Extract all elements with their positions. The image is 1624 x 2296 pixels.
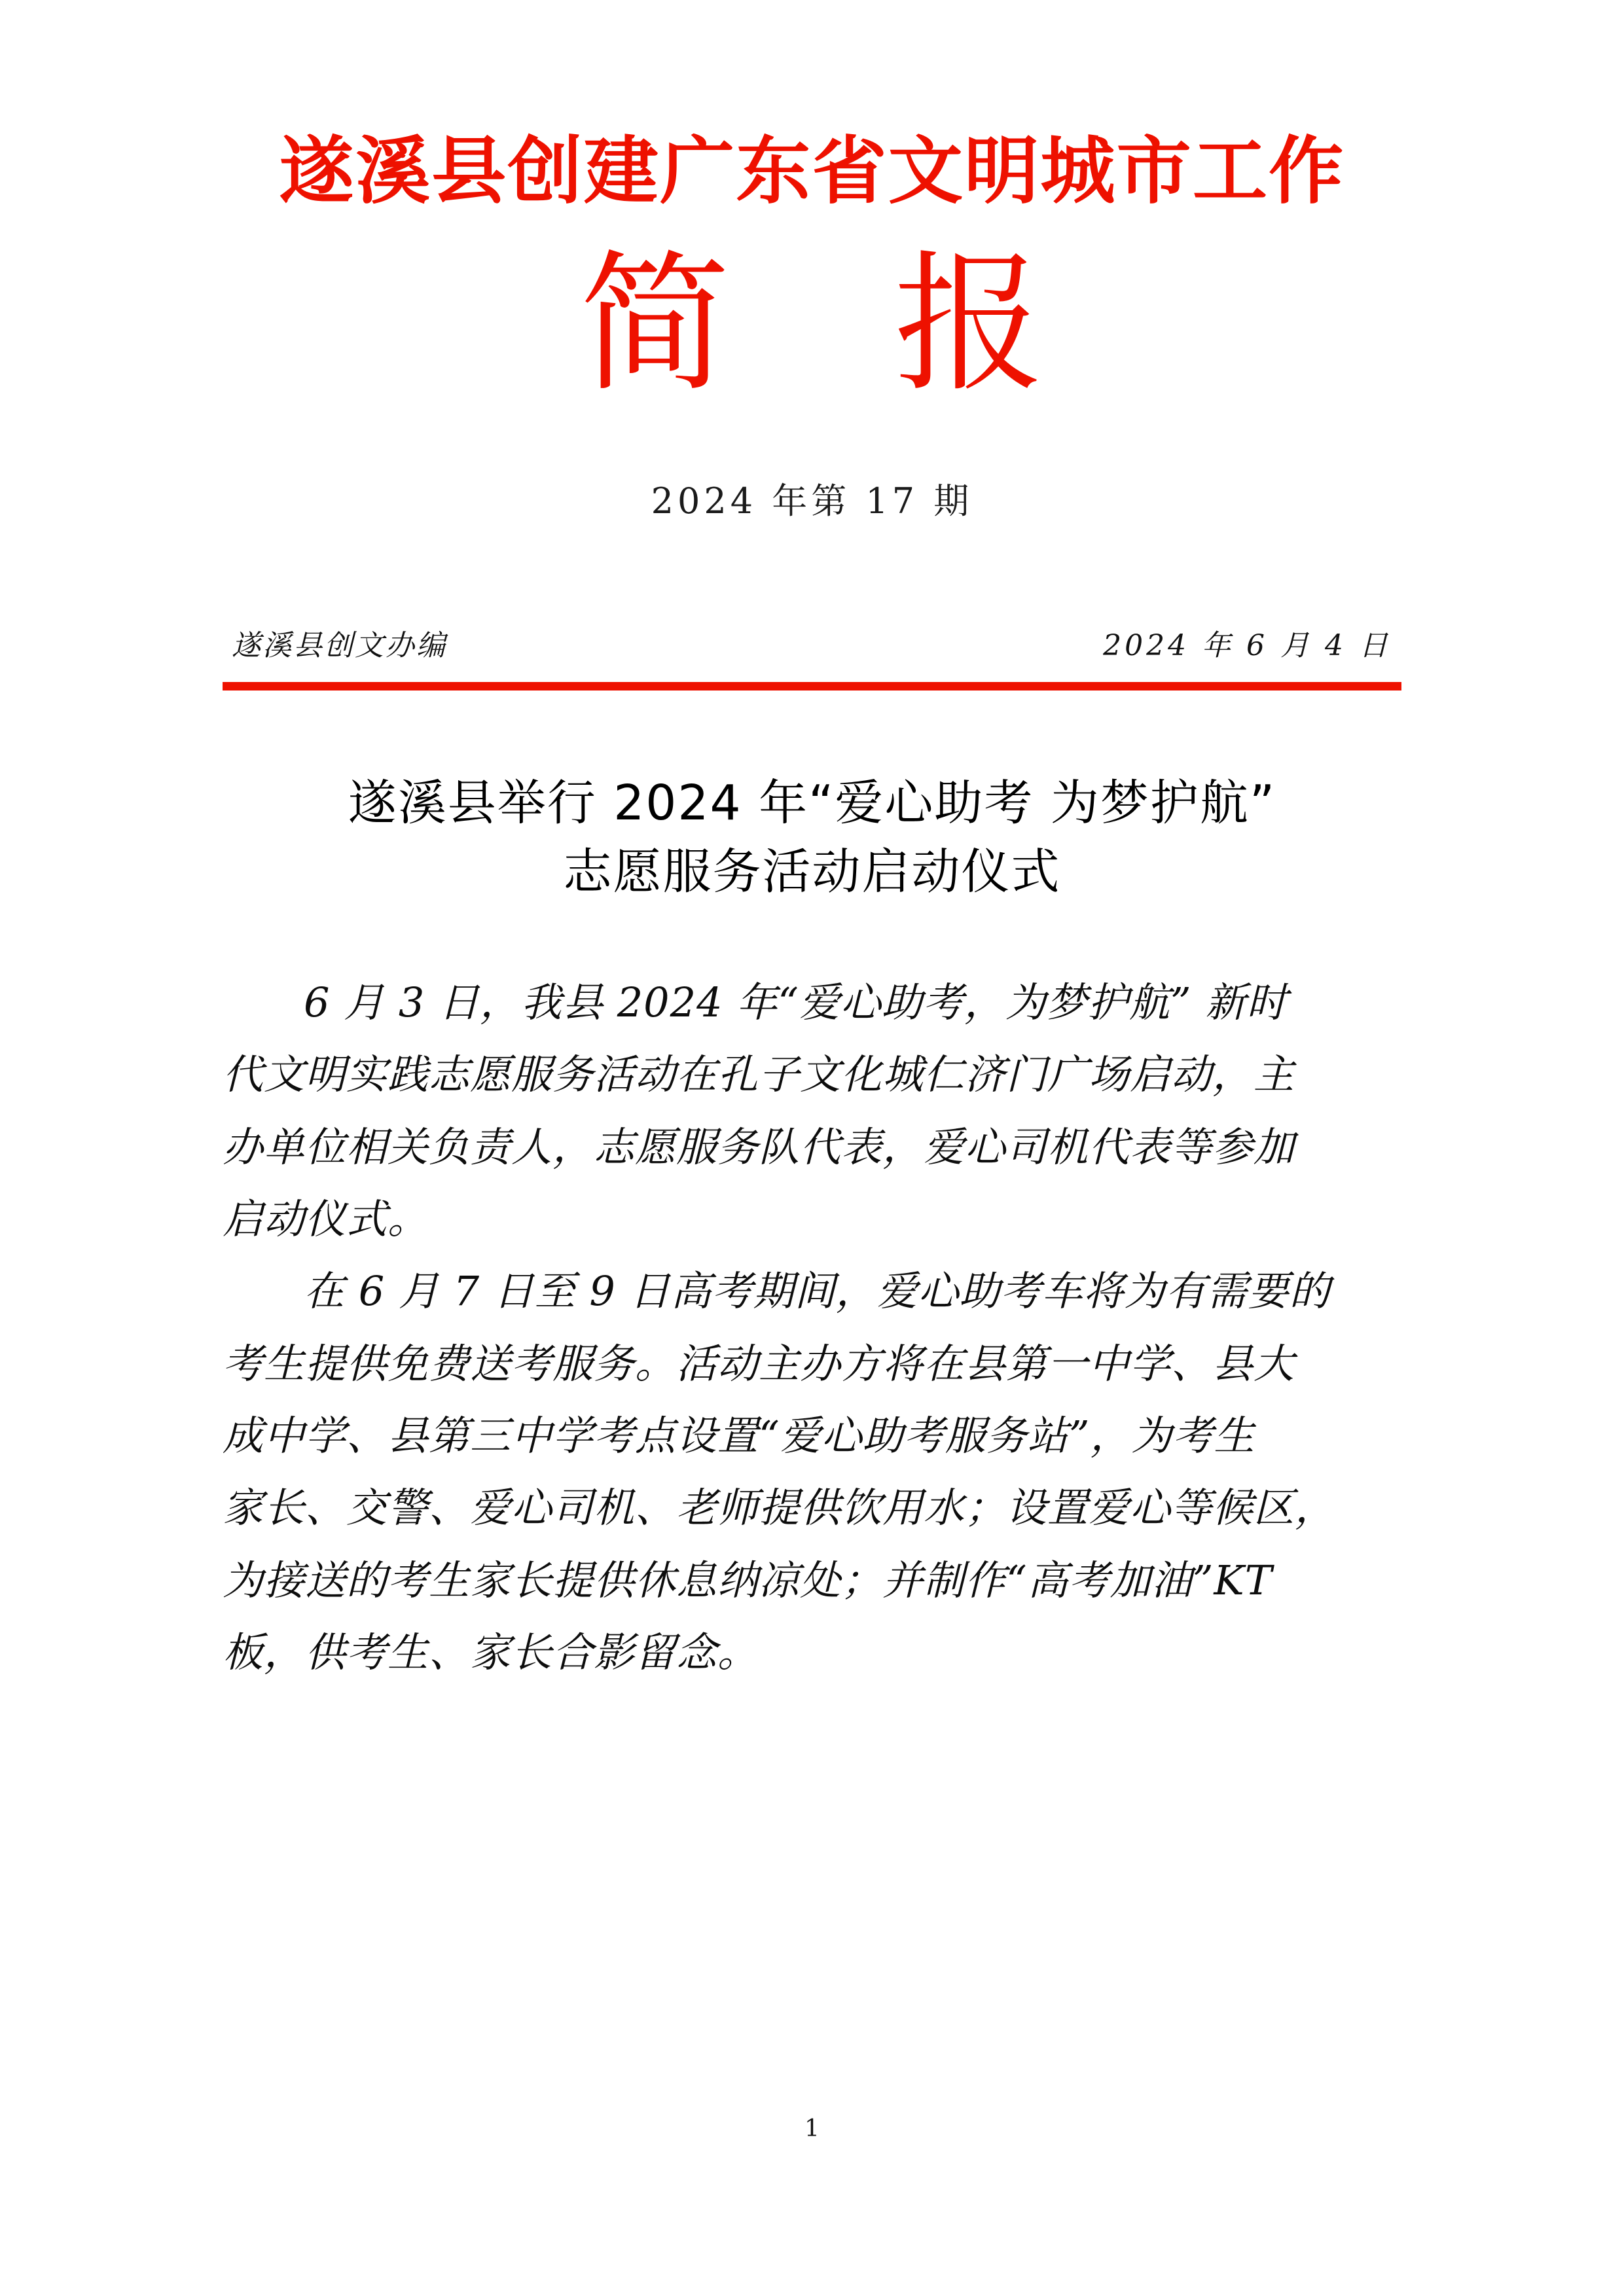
bulletin-meta-row [223, 622, 1401, 664]
paragraph-line: 办单位相关负责人，志愿服务队代表，爱心司机代表等参加 [223, 1122, 1295, 1171]
bulletin-char-jian: 简 [579, 238, 731, 413]
masthead-organization-title: 遂溪县创建广东省文明城市工作 [279, 129, 1345, 214]
paragraph-line: 启动仪式。 [223, 1194, 429, 1243]
article-paragraph-2 [223, 1255, 1401, 1689]
paragraph-line: 成中学、县第三中学考点设置“爱心助考服务站”，为考生 [223, 1411, 1255, 1460]
bulletin-char-bao: 报 [893, 238, 1045, 413]
article-headline-line-1: 遂溪县举行 2024 年“爱心助考 为梦护航” [348, 774, 1276, 831]
article-body [223, 967, 1401, 1689]
paragraph-line: 考生提供免费送考服务。活动主办方将在县第一中学、县大 [223, 1339, 1295, 1388]
editor-label: 遂溪县创文办编 [232, 628, 447, 662]
article-headline-line-2: 志愿服务活动启动仪式 [563, 843, 1061, 900]
red-divider-rule [223, 682, 1401, 691]
page-number: 1 [804, 2115, 820, 2142]
paragraph-line [223, 967, 1401, 1039]
paragraph-line: 为接送的考生家长提供休息纳凉处；并制作“高考加油”KT [223, 1556, 1273, 1604]
paragraph-line: 代文明实践志愿服务活动在孔子文化城仁济门广场启动，主 [223, 1050, 1295, 1099]
paragraph-line [223, 1255, 1401, 1327]
article-headline [223, 769, 1401, 906]
masthead [223, 0, 1401, 524]
paragraph-line: 板，供考生、家长合影留念。 [223, 1628, 759, 1677]
publication-date: 2024 年 6 月 4 日 [1103, 628, 1391, 662]
issue-number-line: 2024 年第 17 期 [651, 480, 973, 522]
masthead-bulletin-word [223, 238, 1401, 413]
article-paragraph-1 [223, 967, 1401, 1255]
paragraph-line: 家长、交警、爱心司机、老师提供饮用水；设置爱心等候区， [223, 1484, 1337, 1532]
paragraph-line-text: 在 6 月 7 日至 9 日高考期间，爱心助考车将为有需要的 [304, 1267, 1331, 1316]
paragraph-line-text: 6 月 3 日，我县 2024 年“爱心助考，为梦护航” 新时 [304, 978, 1288, 1026]
